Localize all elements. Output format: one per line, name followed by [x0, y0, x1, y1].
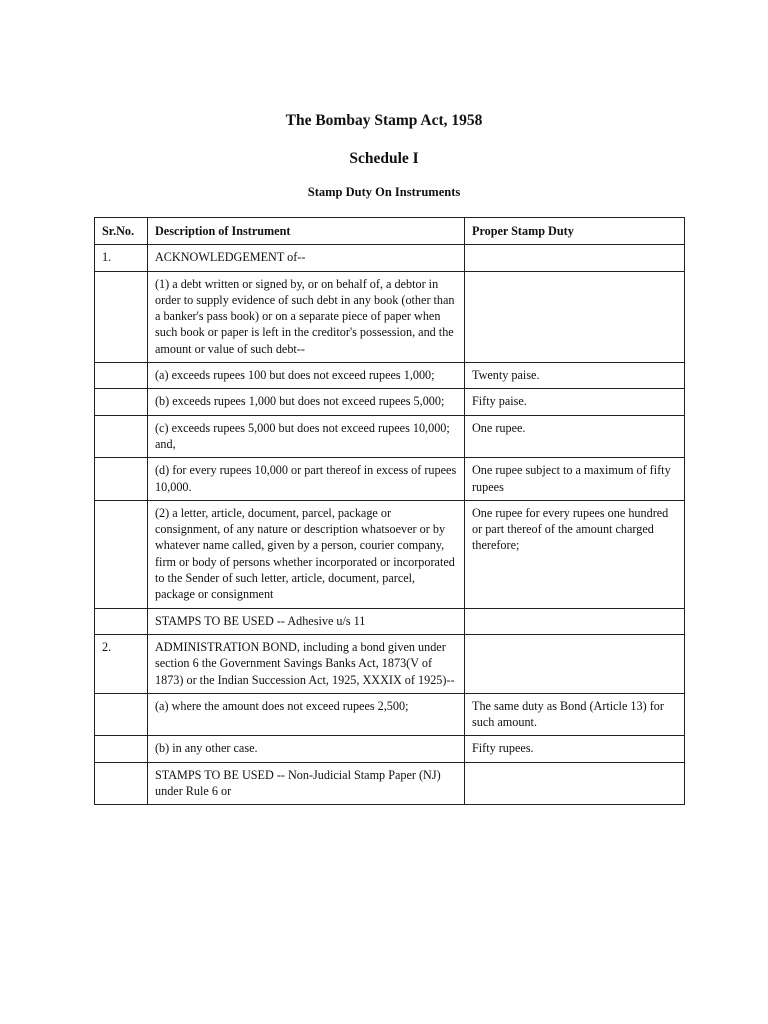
cell-sr-no [95, 762, 148, 805]
table-body [95, 245, 685, 805]
table-row [95, 634, 685, 693]
cell-stamp-duty: The same duty as Bond (Article 13) for such amount. [465, 693, 685, 736]
table-row [95, 458, 685, 501]
cell-description: ADMINISTRATION BOND, including a bond given under section 6 the Government Savings Banks Act, 1873(V of 1873) or the Indian Succession Act, 1925, XXXIX of 1925)-- [148, 634, 465, 693]
table-header [95, 218, 685, 245]
cell-description: (b) exceeds rupees 1,000 but does not exceed rupees 5,000; [148, 389, 465, 415]
schedule-heading: Schedule I [349, 150, 419, 167]
cell-stamp-duty [465, 762, 685, 805]
table-row [95, 271, 685, 362]
cell-stamp-duty: One rupee for every rupees one hundred or part thereof of the amount charged therefore; [465, 500, 685, 608]
cell-description: (1) a debt written or signed by, or on behalf of, a debtor in order to supply evidence of such debt in any book (other than a banker's pass book) or on a separate piece of paper when such book or paper is left in the creditor's possession, and the amount or value of such debt-- [148, 271, 465, 362]
cell-stamp-duty [465, 634, 685, 693]
cell-sr-no [95, 693, 148, 736]
cell-description: (b) in any other case. [148, 736, 465, 762]
cell-stamp-duty [465, 271, 685, 362]
table-row [95, 363, 685, 389]
cell-stamp-duty [465, 245, 685, 271]
cell-sr-no [95, 458, 148, 501]
header-description: Description of Instrument [148, 218, 465, 245]
table-row [95, 500, 685, 608]
cell-sr-no [95, 271, 148, 362]
table-row [95, 415, 685, 458]
cell-stamp-duty: Fifty rupees. [465, 736, 685, 762]
table-row [95, 245, 685, 271]
cell-description: ACKNOWLEDGEMENT of-- [148, 245, 465, 271]
cell-stamp-duty [465, 608, 685, 634]
cell-description: (c) exceeds rupees 5,000 but does not exceed rupees 10,000; and, [148, 415, 465, 458]
cell-sr-no: 2. [95, 634, 148, 693]
cell-sr-no [95, 415, 148, 458]
cell-sr-no [95, 736, 148, 762]
table-row [95, 608, 685, 634]
header-stamp-duty: Proper Stamp Duty [465, 218, 685, 245]
cell-stamp-duty: Fifty paise. [465, 389, 685, 415]
cell-sr-no: 1. [95, 245, 148, 271]
header-row [95, 218, 685, 245]
stamp-duty-table [94, 217, 685, 805]
cell-sr-no [95, 608, 148, 634]
cell-description: STAMPS TO BE USED -- Adhesive u/s 11 [148, 608, 465, 634]
cell-description: (d) for every rupees 10,000 or part thereof in excess of rupees 10,000. [148, 458, 465, 501]
cell-stamp-duty: Twenty paise. [465, 363, 685, 389]
header-sr-no: Sr.No. [95, 218, 148, 245]
table-caption: Stamp Duty On Instruments [307, 185, 461, 199]
table-row [95, 389, 685, 415]
cell-description: (a) where the amount does not exceed rupees 2,500; [148, 693, 465, 736]
table-row [95, 693, 685, 736]
cell-stamp-duty: One rupee. [465, 415, 685, 458]
cell-stamp-duty: One rupee subject to a maximum of fifty rupees [465, 458, 685, 501]
cell-description: (2) a letter, article, document, parcel, package or consignment, of any nature or description whatsoever or by whatever name called, given by a person, courier company, firm or body of persons whether incorporated or incorporated to the Sender of such letter, article, document, parcel, package or consignment [148, 500, 465, 608]
table-row [95, 736, 685, 762]
table-row [95, 762, 685, 805]
cell-description: (a) exceeds rupees 100 but does not exceed rupees 1,000; [148, 363, 465, 389]
cell-sr-no [95, 500, 148, 608]
document-title: The Bombay Stamp Act, 1958 [285, 112, 483, 129]
cell-description: STAMPS TO BE USED -- Non-Judicial Stamp Paper (NJ) under Rule 6 or [148, 762, 465, 805]
cell-sr-no [95, 389, 148, 415]
cell-sr-no [95, 363, 148, 389]
